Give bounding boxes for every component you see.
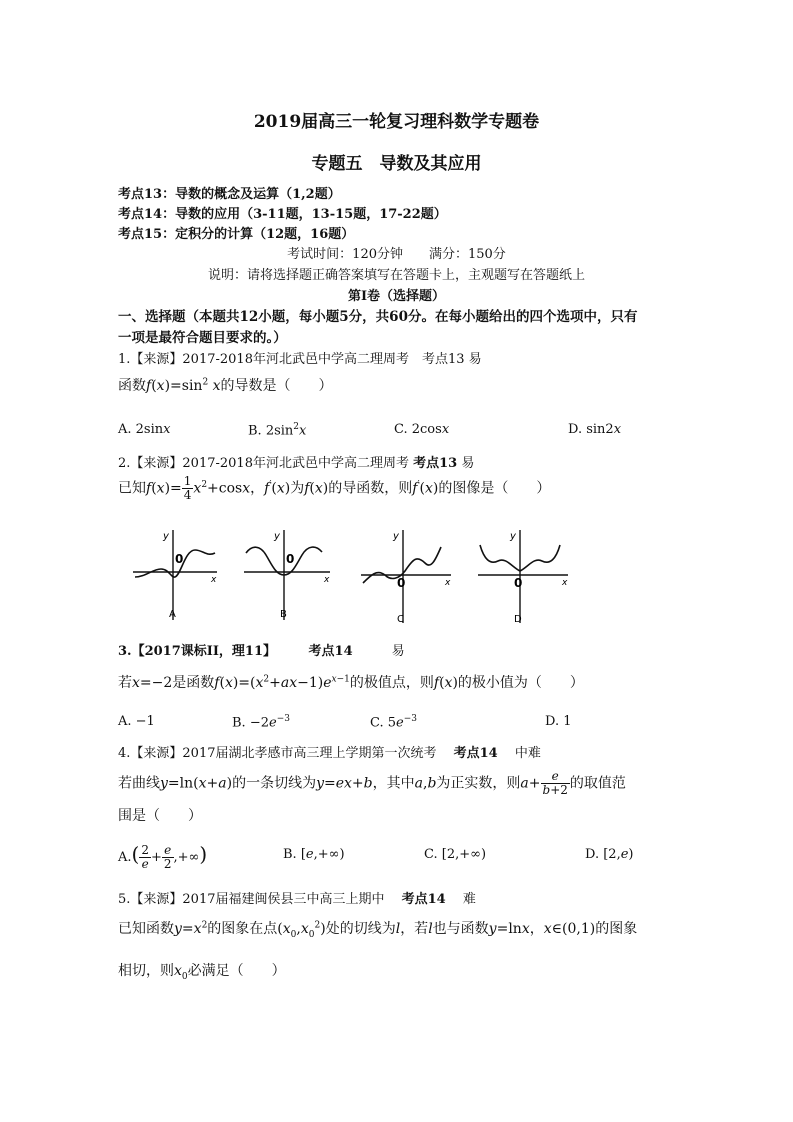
q2-graph-a-label: A	[169, 609, 176, 620]
section-heading-line1: 一、选择题（本题共12小题，每小题5分，共60分。在每小题给出的四个选项中，只有	[118, 309, 638, 325]
svg-text:x: x	[562, 578, 568, 588]
svg-text:x: x	[324, 575, 330, 585]
q4-option-c: C. [2,+∞)	[424, 847, 487, 862]
q4-source: 4.【来源】2017届湖北孝感市高三理上学期第一次统考 考点14 中难	[118, 746, 541, 761]
kaodian-14: 考点14：导数的应用（3-11题，13-15题，17-22题）	[118, 207, 447, 222]
q4-stem-line2: 围是（ ）	[118, 808, 202, 824]
q2-graph-d-label: D	[514, 614, 522, 625]
q1-option-a: A. 2sinx	[118, 422, 171, 437]
exam-time: 考试时间：120分钟 满分：150分	[287, 247, 506, 262]
page-title: 2019届高三一轮复习理科数学专题卷	[253, 112, 540, 132]
q4-option-d: D. [2,e)	[585, 847, 634, 862]
kaodian-13: 考点13：导数的概念及运算（1,2题）	[118, 187, 341, 202]
q1-stem-text-b: 的导数是（ ）	[220, 378, 333, 394]
q4-option-b: B. [e,+∞)	[283, 847, 345, 862]
q5-source: 5.【来源】2017届福建闽侯县三中高三上期中 考点14 难	[118, 892, 476, 907]
exam-note: 说明：请将选择题正确答案填写在答题卡上，主观题写在答题纸上	[207, 268, 585, 283]
q1-formula: f	[146, 378, 152, 394]
svg-text:0: 0	[514, 576, 523, 590]
q3-source: 3.【2017课标II，理11】 考点14 易	[118, 644, 405, 659]
svg-text:x: x	[211, 575, 217, 585]
q2-graph-b[interactable]	[238, 525, 338, 625]
q1-option-d: D. sin2x	[568, 422, 622, 437]
q1-source: 1.【来源】2017-2018年河北武邑中学高二理周考 考点13 易	[118, 352, 482, 367]
q1-stem: 函数$f(x)=\sin^2$ x的导数是（ ）	[118, 377, 333, 394]
svg-text:y: y	[510, 531, 516, 542]
page-subtitle: 专题五 导数及其应用	[311, 154, 482, 174]
svg-text:y: y	[393, 531, 399, 542]
q2-graph-d[interactable]	[472, 525, 577, 630]
q1-option-c: C. 2cosx	[394, 422, 450, 437]
section-heading-line2: 一项是最符合题目要求的。）	[118, 330, 287, 346]
q2-graph-a[interactable]	[125, 525, 225, 625]
q3-option-b: B. $-2e^{-3}$	[232, 714, 290, 731]
q5-stem-line2: 相切，则$x_0$必满足（ ）	[118, 963, 286, 982]
q4-stem-line1: 若曲线y=ln(x+a)的一条切线为y=ex+b，其中a,b为正实数，则a+ $\frac{e}{b+2}$ 的取值范	[118, 769, 626, 797]
q3-stem: 若x=−2是函数$f(x)=(x^2+ax-1)e^{x-1}$的极值点，则f(x)的极小值为（ ）	[118, 674, 584, 691]
svg-text:0: 0	[286, 552, 295, 566]
q3-option-c: C. $5e^{-3}$	[370, 714, 418, 731]
q2-graph-c-label: C	[397, 614, 404, 625]
q5-stem-line1: 已知函数$y=x^2$的图象在点$(x_0,x_0^2)$处的切线为l，若l也与函数y=lnx，x∈(0,1)的图象	[118, 920, 638, 940]
svg-text:x: x	[445, 578, 451, 588]
q2-graph-c[interactable]	[355, 525, 460, 630]
kaodian-15: 考点15：定积分的计算（12题，16题）	[118, 227, 355, 242]
q1-option-b: B. $2\sin^2x$	[248, 422, 307, 439]
q2-stem: 已知f(x)= $\frac{1}{4}$ $x^2+\cos x$，f′(x)为f(x)的导函数，则f′(x)的图像是（ ）	[118, 474, 551, 502]
q3-option-d: D. 1	[545, 714, 572, 729]
q2-source: 2.【来源】2017-2018年河北武邑中学高二理周考 考点13 易	[118, 456, 475, 471]
q1-stem-text-a: 函数	[118, 378, 146, 394]
svg-text:y: y	[163, 531, 169, 542]
q4-option-a: A.( $\frac{2}{e}$ + $\frac{e}{2}$ ,+∞)	[118, 842, 208, 871]
svg-text:0: 0	[397, 576, 406, 590]
q3-option-a: A. −1	[118, 714, 155, 729]
volume-title: 第I卷（选择题）	[347, 289, 446, 304]
svg-text:y: y	[274, 531, 280, 542]
q2-graph-b-label: B	[280, 609, 287, 620]
svg-text:0: 0	[175, 552, 184, 566]
